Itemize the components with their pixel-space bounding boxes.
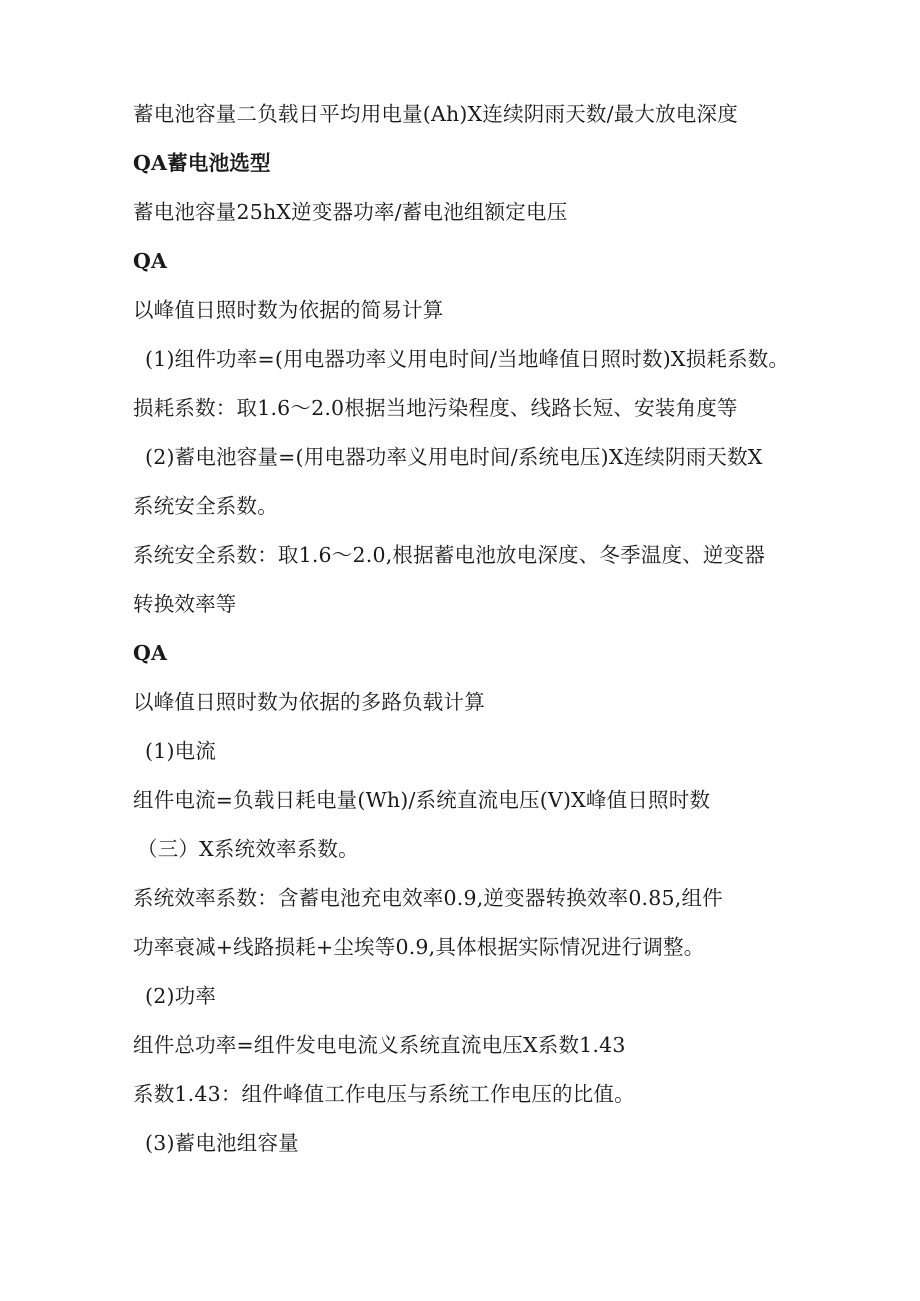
safety-factor-note-cont: 转换效率等	[133, 592, 237, 616]
qa-battery-selection-heading: QA蓄电池选型	[133, 151, 271, 175]
system-efficiency-multiplier: （三）X系统效率系数。	[137, 837, 359, 861]
module-power-formula: (1)组件功率=(用电器功率义用电时间/当地峰值日照时数)X损耗系数。	[145, 347, 790, 371]
qa-heading-2: QA	[133, 641, 168, 665]
battery-capacity-formula: 蓄电池容量二负载日平均用电量(Ah)X连续阴雨天数/最大放电深度	[133, 102, 738, 126]
multi-load-calculation-title: 以峰值日照时数为依据的多路负载计算	[133, 690, 485, 714]
battery-bank-capacity-subheading: (3)蓄电池组容量	[145, 1131, 299, 1155]
simple-calculation-title: 以峰值日照时数为依据的简易计算	[133, 298, 444, 322]
loss-factor-note: 损耗系数：取1.6～2.0根据当地污染程度、线路长短、安装角度等	[133, 396, 738, 420]
battery-capacity-system-formula: (2)蓄电池容量=(用电器功率义用电时间/系统电压)X连续阴雨天数X	[145, 445, 763, 469]
qa-heading: QA	[133, 249, 168, 273]
module-total-power-formula: 组件总功率=组件发电电流义系统直流电压X系数1.43	[133, 1033, 626, 1057]
system-efficiency-note-cont: 功率衰减+线路损耗+尘埃等0.9,具体根据实际情况进行调整。	[133, 935, 705, 959]
battery-capacity-system-formula-cont: 系统安全系数。	[133, 494, 278, 518]
system-efficiency-note: 系统效率系数：含蓄电池充电效率0.9,逆变器转换效率0.85,组件	[133, 886, 723, 910]
module-current-formula: 组件电流=负载日耗电量(Wh)/系统直流电压(V)X峰值日照时数	[133, 788, 711, 812]
current-subheading: (1)电流	[145, 739, 217, 763]
document-body	[133, 96, 823, 1174]
power-subheading: (2)功率	[145, 984, 217, 1008]
safety-factor-note: 系统安全系数：取1.6～2.0,根据蓄电池放电深度、冬季温度、逆变器	[133, 543, 766, 567]
battery-capacity-inverter-formula: 蓄电池容量25hX逆变器功率/蓄电池组额定电压	[133, 200, 568, 224]
coefficient-note: 系数1.43：组件峰值工作电压与系统工作电压的比值。	[133, 1082, 635, 1106]
